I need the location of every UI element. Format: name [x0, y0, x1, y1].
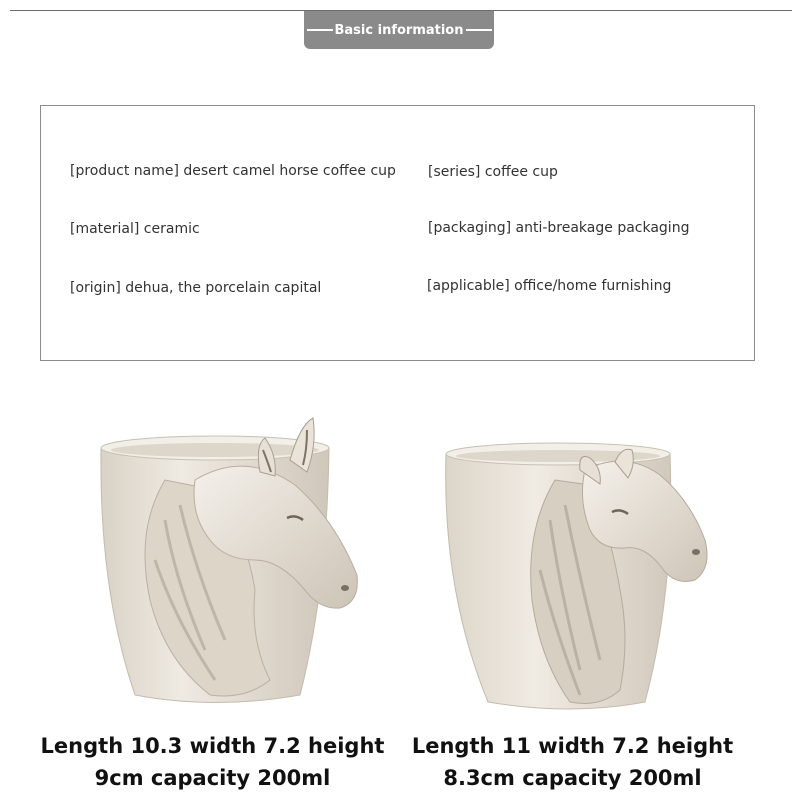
header-dash-left: [307, 29, 333, 31]
info-origin: [origin] dehua, the porcelain capital: [70, 280, 322, 296]
info-applicable: [applicable] office/home furnishing: [427, 278, 672, 294]
horse-mug-image-2: [440, 440, 715, 720]
info-series: [series] coffee cup: [428, 164, 558, 180]
product-2-caption-line1: Length 11 width 7.2 height: [411, 734, 734, 758]
product-2-caption: [405, 730, 740, 794]
horse-mug-image-1: [95, 410, 365, 715]
header-dash-right: [466, 29, 492, 31]
product-1-caption: [40, 730, 385, 794]
product-2-caption-line2: 8.3cm capacity 200ml: [443, 766, 702, 790]
section-header-tab: [304, 11, 494, 49]
product-1-caption-line1: Length 10.3 width 7.2 height: [40, 734, 385, 758]
section-title: Basic information: [334, 22, 464, 38]
product-1-caption-line2: 9cm capacity 200ml: [94, 766, 331, 790]
info-packaging: [packaging] anti-breakage packaging: [428, 220, 690, 236]
info-material: [material] ceramic: [70, 221, 200, 237]
basic-info-panel: [40, 105, 755, 361]
info-product-name: [product name] desert camel horse coffee cup: [70, 163, 396, 179]
